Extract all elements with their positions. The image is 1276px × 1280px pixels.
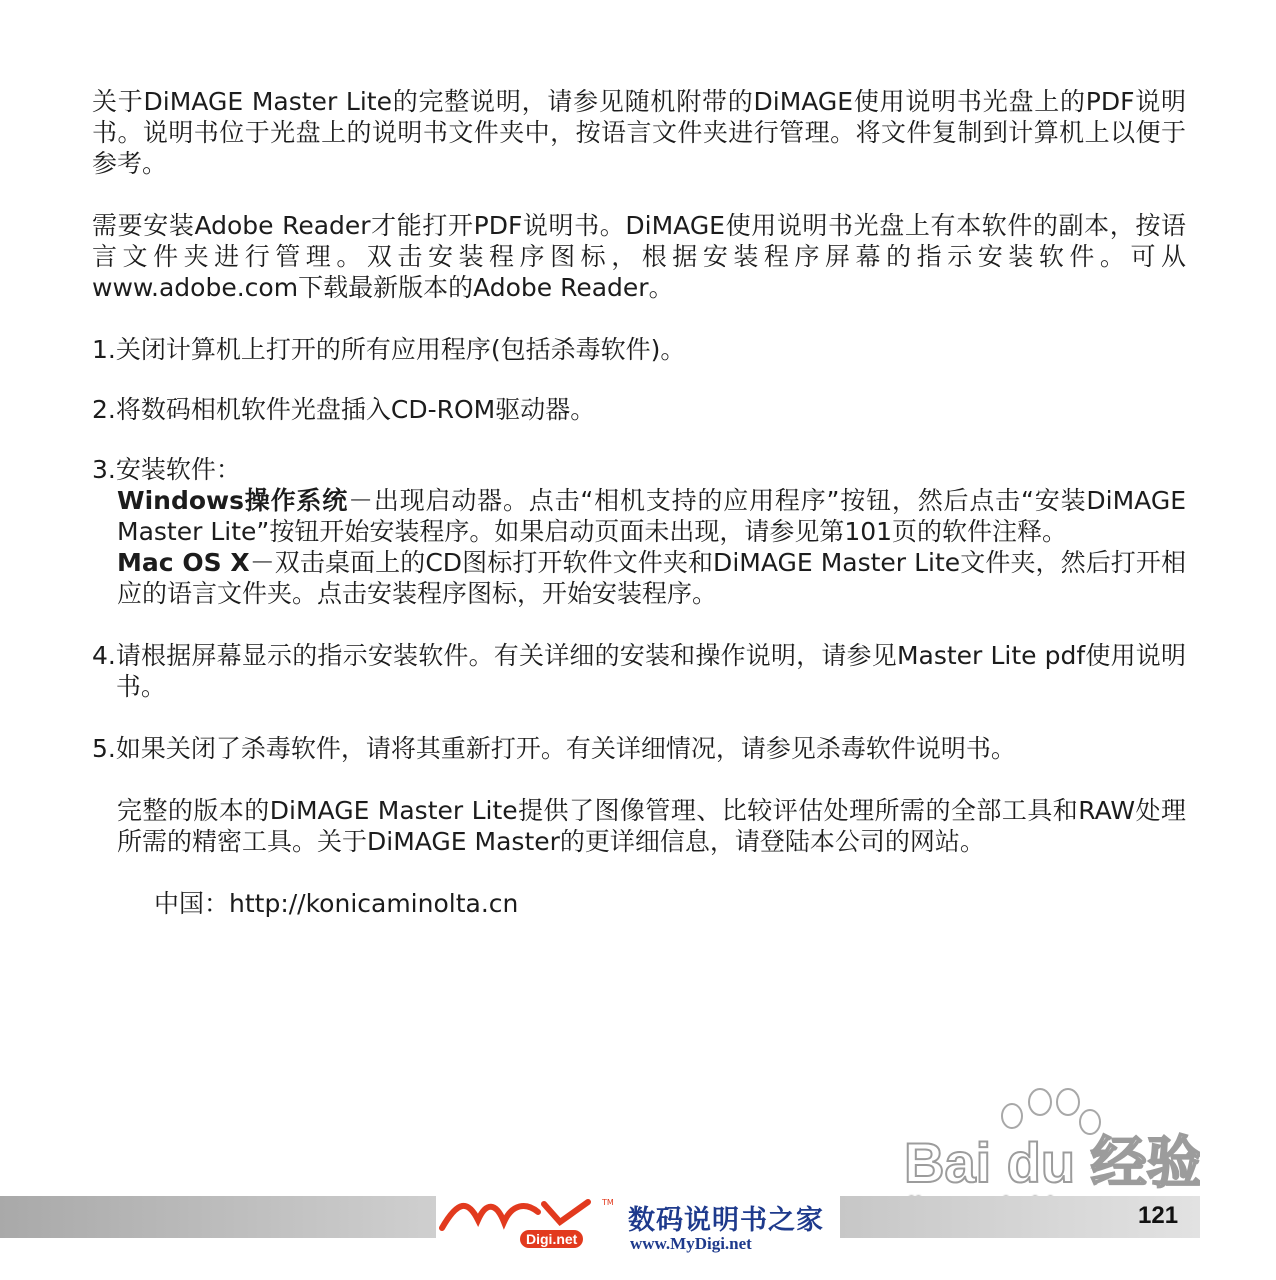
step-text: 如果关闭了杀毒软件，请将其重新打开。有关详细情况，请参见杀毒软件说明书。 xyxy=(115,734,1016,763)
logo-tm: TM xyxy=(602,1198,614,1207)
mydigi-logo-icon xyxy=(438,1194,608,1234)
mac-text: －双击桌面上的CD图标打开软件文件夹和DiMAGE Master Lite文件夹，然后打开相应的语言文件夹。点击安装程序图标，开始安装程序。 xyxy=(117,548,1186,608)
intro-paragraph: 关于DiMAGE Master Lite的完整说明，请参见随机附带的DiMAGE使用说明书光盘上的PDF说明书。说明书位于光盘上的说明书文件夹中，按语言文件夹进行管理。将文件复制到计算机上以便于参考。 xyxy=(92,87,1186,178)
windows-text: －出现启动器。点击“相机支持的应用程序”按钮，然后点击“安装DiMAGE Master Lite”按钮开始安装程序。如果启动页面未出现，请参见第101页的软件注释。 xyxy=(117,486,1186,546)
mac-instructions xyxy=(92,547,1186,609)
adobe-reader-paragraph: 需要安装Adobe Reader才能打开PDF说明书。DiMAGE使用说明书光盘上有本软件的副本，按语言文件夹进行管理。双击安装程序图标，根据安装程序屏幕的指示安装软件。可从www.adobe.com下载最新版本的Adobe Reader。 xyxy=(92,211,1186,302)
step-text: 将数码相机软件光盘插入CD-ROM驱动器。 xyxy=(115,395,596,424)
step-number: 1. xyxy=(92,335,116,364)
windows-instructions xyxy=(92,485,1186,547)
logo-my-text: My xyxy=(438,1194,440,1195)
step-text: 安装软件： xyxy=(115,455,241,484)
watermark-brand: Bai du 经验 xyxy=(904,1131,1200,1194)
step-5 xyxy=(92,733,1186,764)
mac-label: Mac OS X xyxy=(117,548,250,577)
windows-label: Windows操作系统 xyxy=(117,486,349,515)
baidu-paw-logo-icon xyxy=(900,1086,1200,1196)
step-1 xyxy=(92,334,1186,365)
logo-digi: Digi.net xyxy=(520,1230,583,1248)
page-number: 121 xyxy=(1138,1202,1179,1229)
step-3 xyxy=(92,454,1186,485)
logo-title: 数码说明书之家 xyxy=(628,1205,824,1236)
closing-paragraph: 完整的版本的DiMAGE Master Lite提供了图像管理、比较评估处理所需的全部工具和RAW处理所需的精密工具。关于DiMAGE Master的更详细信息，请登陆本公司的网站。 xyxy=(117,796,1186,856)
logo-url: www.MyDigi.net xyxy=(630,1234,752,1253)
step-number: 4. xyxy=(92,641,116,670)
step-number: 5. xyxy=(92,734,116,763)
footer-bar-left xyxy=(0,1196,436,1238)
step-text: 请根据屏幕显示的指示安装软件。有关详细的安装和操作说明，请参见Master Lite pdf使用说明书。 xyxy=(115,641,1186,701)
china-website: 中国：http://konicaminolta.cn xyxy=(154,889,519,918)
mydigi-logo xyxy=(438,1194,838,1260)
step-number: 2. xyxy=(92,395,116,424)
step-4 xyxy=(92,640,1186,702)
manual-page-content xyxy=(92,86,1186,919)
step-number: 3. xyxy=(92,455,116,484)
step-text: 关闭计算机上打开的所有应用程序(包括杀毒软件)。 xyxy=(115,335,686,364)
step-2 xyxy=(92,394,1186,425)
